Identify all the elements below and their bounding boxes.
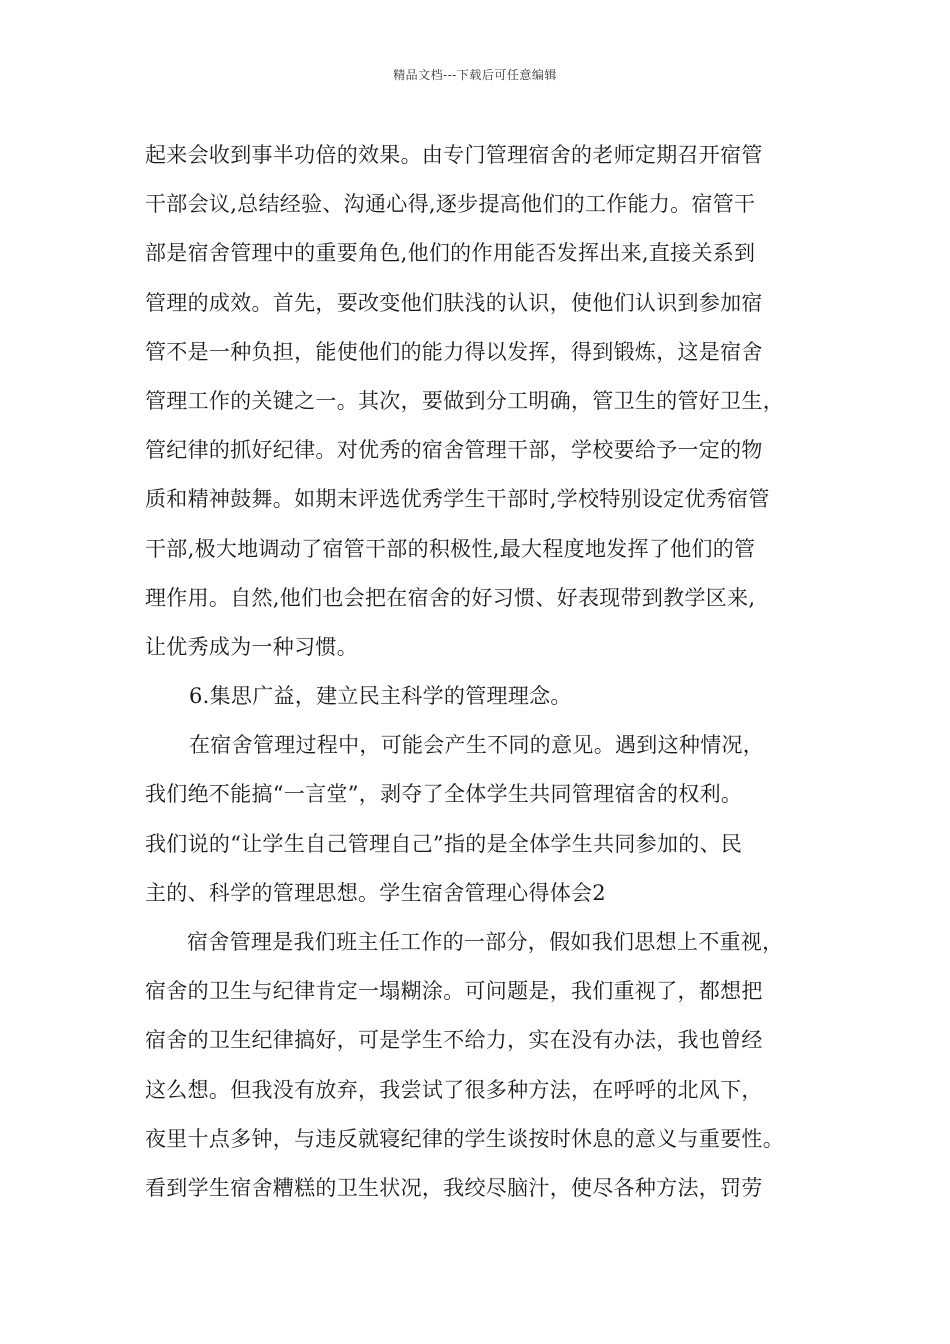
text-line: 宿舍的卫生与纪律肯定一塌糊涂。可问题是，我们重视了，都想把 [145, 979, 763, 1004]
text-line: 宿舍的卫生纪律搞好，可是学生不给力，实在没有办法，我也曾经 [145, 1028, 763, 1053]
text-line: 质和精神鼓舞。如期末评选优秀学生干部时,学校特别设定优秀宿管 [145, 487, 770, 512]
text-line: 部是宿舍管理中的重要角色,他们的作用能否发挥出来,直接关系到 [145, 241, 756, 266]
text-line: 干部,极大地调动了宿管干部的积极性,最大程度地发挥了他们的管 [145, 536, 756, 561]
text-line: 我们绝不能搞“一言堂”，剥夺了全体学生共同管理宿舍的权利。 [145, 782, 743, 807]
text-line: 起来会收到事半功倍的效果。由专门管理宿舍的老师定期召开宿管 [145, 143, 763, 167]
text-line: 管不是一种负担，能使他们的能力得以发挥，得到锻炼，这是宿舍 [145, 339, 763, 364]
text-line: 这么想。但我没有放弃，我尝试了很多种方法，在呼呼的北风下， [145, 1077, 763, 1102]
paragraph-start: 宿舍管理是我们班主任工作的一部分，假如我们思想上不重视， [187, 930, 784, 954]
text-line: 让优秀成为一种习惯。 [145, 634, 358, 659]
text-line: 我们说的“让学生自己管理自己”指的是全体学生共同参加的、民 [145, 831, 743, 856]
page-header: 精品文档---下载后可任意编辑 [393, 68, 557, 82]
document-body [145, 131, 835, 1213]
text-line: 主的、科学的管理思想。学生宿舍管理心得体会2 [145, 880, 606, 905]
text-line: 理作用。自然,他们也会把在宿舍的好习惯、好表现带到教学区来, [145, 585, 756, 610]
text-line: 管理工作的关键之一。其次，要做到分工明确，管卫生的管好卫生， [145, 388, 784, 413]
text-line: 干部会议,总结经验、沟通心得,逐步提高他们的工作能力。宿管干 [145, 192, 756, 217]
paragraph-start: 在宿舍管理过程中，可能会产生不同的意见。遇到这种情况， [189, 733, 765, 758]
text-line: 管纪律的抓好纪律。对优秀的宿舍管理干部，学校要给予一定的物 [145, 438, 763, 463]
text-line: 夜里十点多钟，与违反就寝纪律的学生谈按时休息的意义与重要性。 [145, 1126, 784, 1151]
section-heading: 6.集思广益，建立民主科学的管理理念。 [189, 684, 572, 709]
text-line: 管理的成效。首先，要改变他们肤浅的认识，使他们认识到参加宿 [145, 290, 763, 315]
text-line: 看到学生宿舍糟糕的卫生状况，我绞尽脑汁，使尽各种方法，罚劳 [145, 1175, 763, 1200]
